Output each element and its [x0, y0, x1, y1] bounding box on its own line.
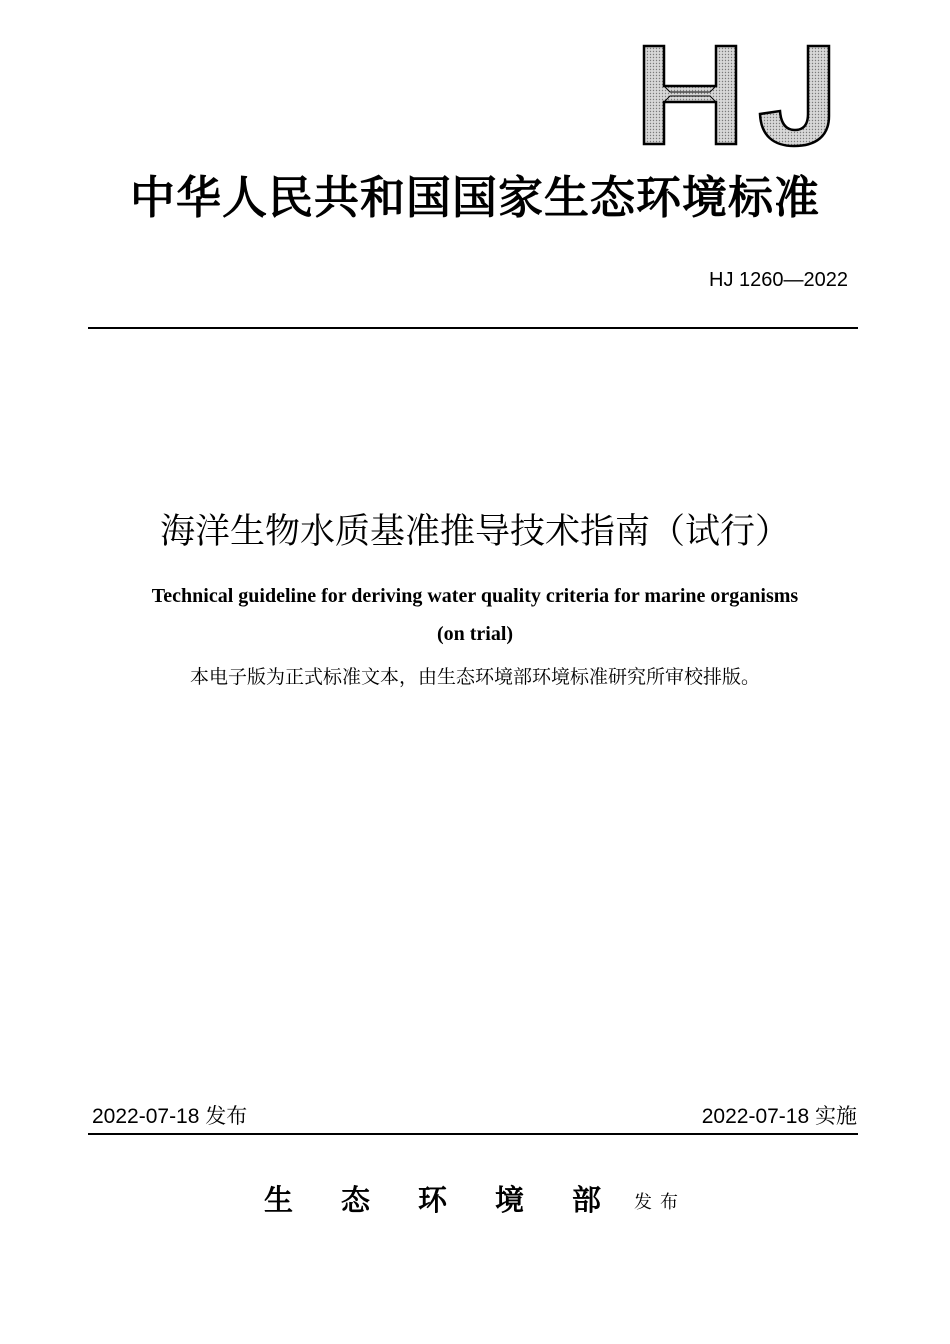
document-title-en-line2: (on trial) [436, 623, 514, 645]
effective-date-value: 2022-07-18 [701, 1105, 810, 1128]
issue-date-value: 2022-07-18 [92, 1105, 200, 1128]
effective-date [702, 1102, 857, 1131]
publisher [0, 1180, 950, 1220]
bottom-divider [88, 1133, 858, 1135]
publisher-name: 生态环境部 [263, 1183, 649, 1217]
publisher-suffix: 发布 [634, 1192, 687, 1213]
document-title-cn: 海洋生物水质基准推导技术指南（试行） [159, 512, 790, 552]
national-standard-title: 中华人民共和国国家生态环境标准 [129, 171, 820, 224]
standard-code: HJ 1260—2022 [709, 269, 848, 291]
issue-date-label: 发布 [205, 1104, 248, 1128]
edition-note: 本电子版为正式标准文本，由生态环境部环境标准研究所审校排版。 [189, 666, 760, 688]
effective-date-label: 实施 [815, 1104, 857, 1128]
top-divider [88, 327, 858, 329]
issue-date [92, 1102, 247, 1131]
hj-logo [640, 44, 835, 148]
document-title-en-line1: Technical guideline for deriving water quality criteria for marine organisms [151, 585, 799, 607]
